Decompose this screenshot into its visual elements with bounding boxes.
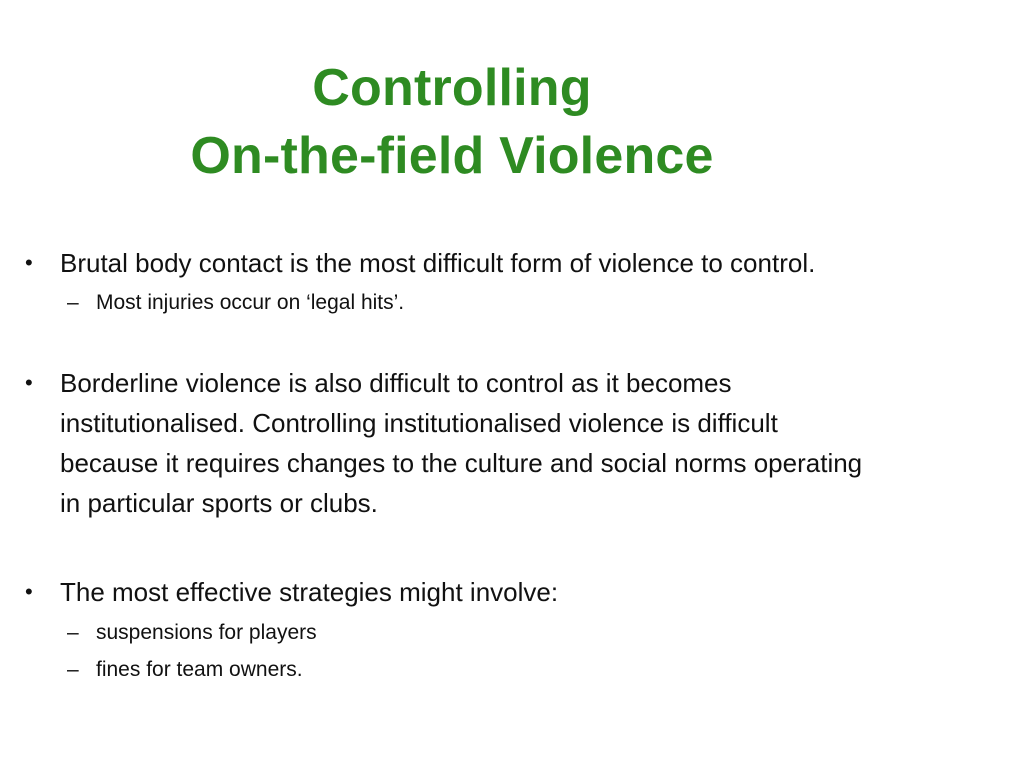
bullet-item-3	[60, 572, 1024, 612]
sub-item-3-1: suspensions for players	[96, 621, 317, 644]
bullet-3-line-1: The most effective strategies might involve:	[60, 577, 559, 607]
bullet-marker: •	[25, 250, 33, 275]
slide-title	[0, 54, 904, 190]
sub-bullet-marker: –	[67, 621, 79, 644]
bullet-2-line-2: institutionalised. Controlling institutionalised violence is difficult	[60, 408, 778, 438]
slide-title-line-2: On-the-field Violence	[190, 127, 714, 185]
bullet-item-1	[60, 243, 1024, 283]
bullet-2-line-3: because it requires changes to the culture and social norms operating	[60, 448, 863, 478]
slide-title-line-1: Controlling	[312, 59, 592, 117]
sub-item-1-1: Most injuries occur on ‘legal hits’.	[96, 291, 405, 314]
sub-item-3-2: fines for team owners.	[96, 658, 303, 681]
bullet-marker: •	[25, 579, 33, 604]
bullet-marker: •	[25, 370, 33, 395]
sub-bullet-marker: –	[67, 658, 79, 681]
sub-bullet-marker: –	[67, 291, 79, 314]
bullet-2-line-1: Borderline violence is also difficult to control as it becomes	[60, 368, 732, 398]
bullet-2-line-4: in particular sports or clubs.	[60, 488, 378, 518]
bullet-1-line-1: Brutal body contact is the most difficult form of violence to control.	[60, 248, 816, 278]
bullet-item-2	[60, 363, 1024, 523]
